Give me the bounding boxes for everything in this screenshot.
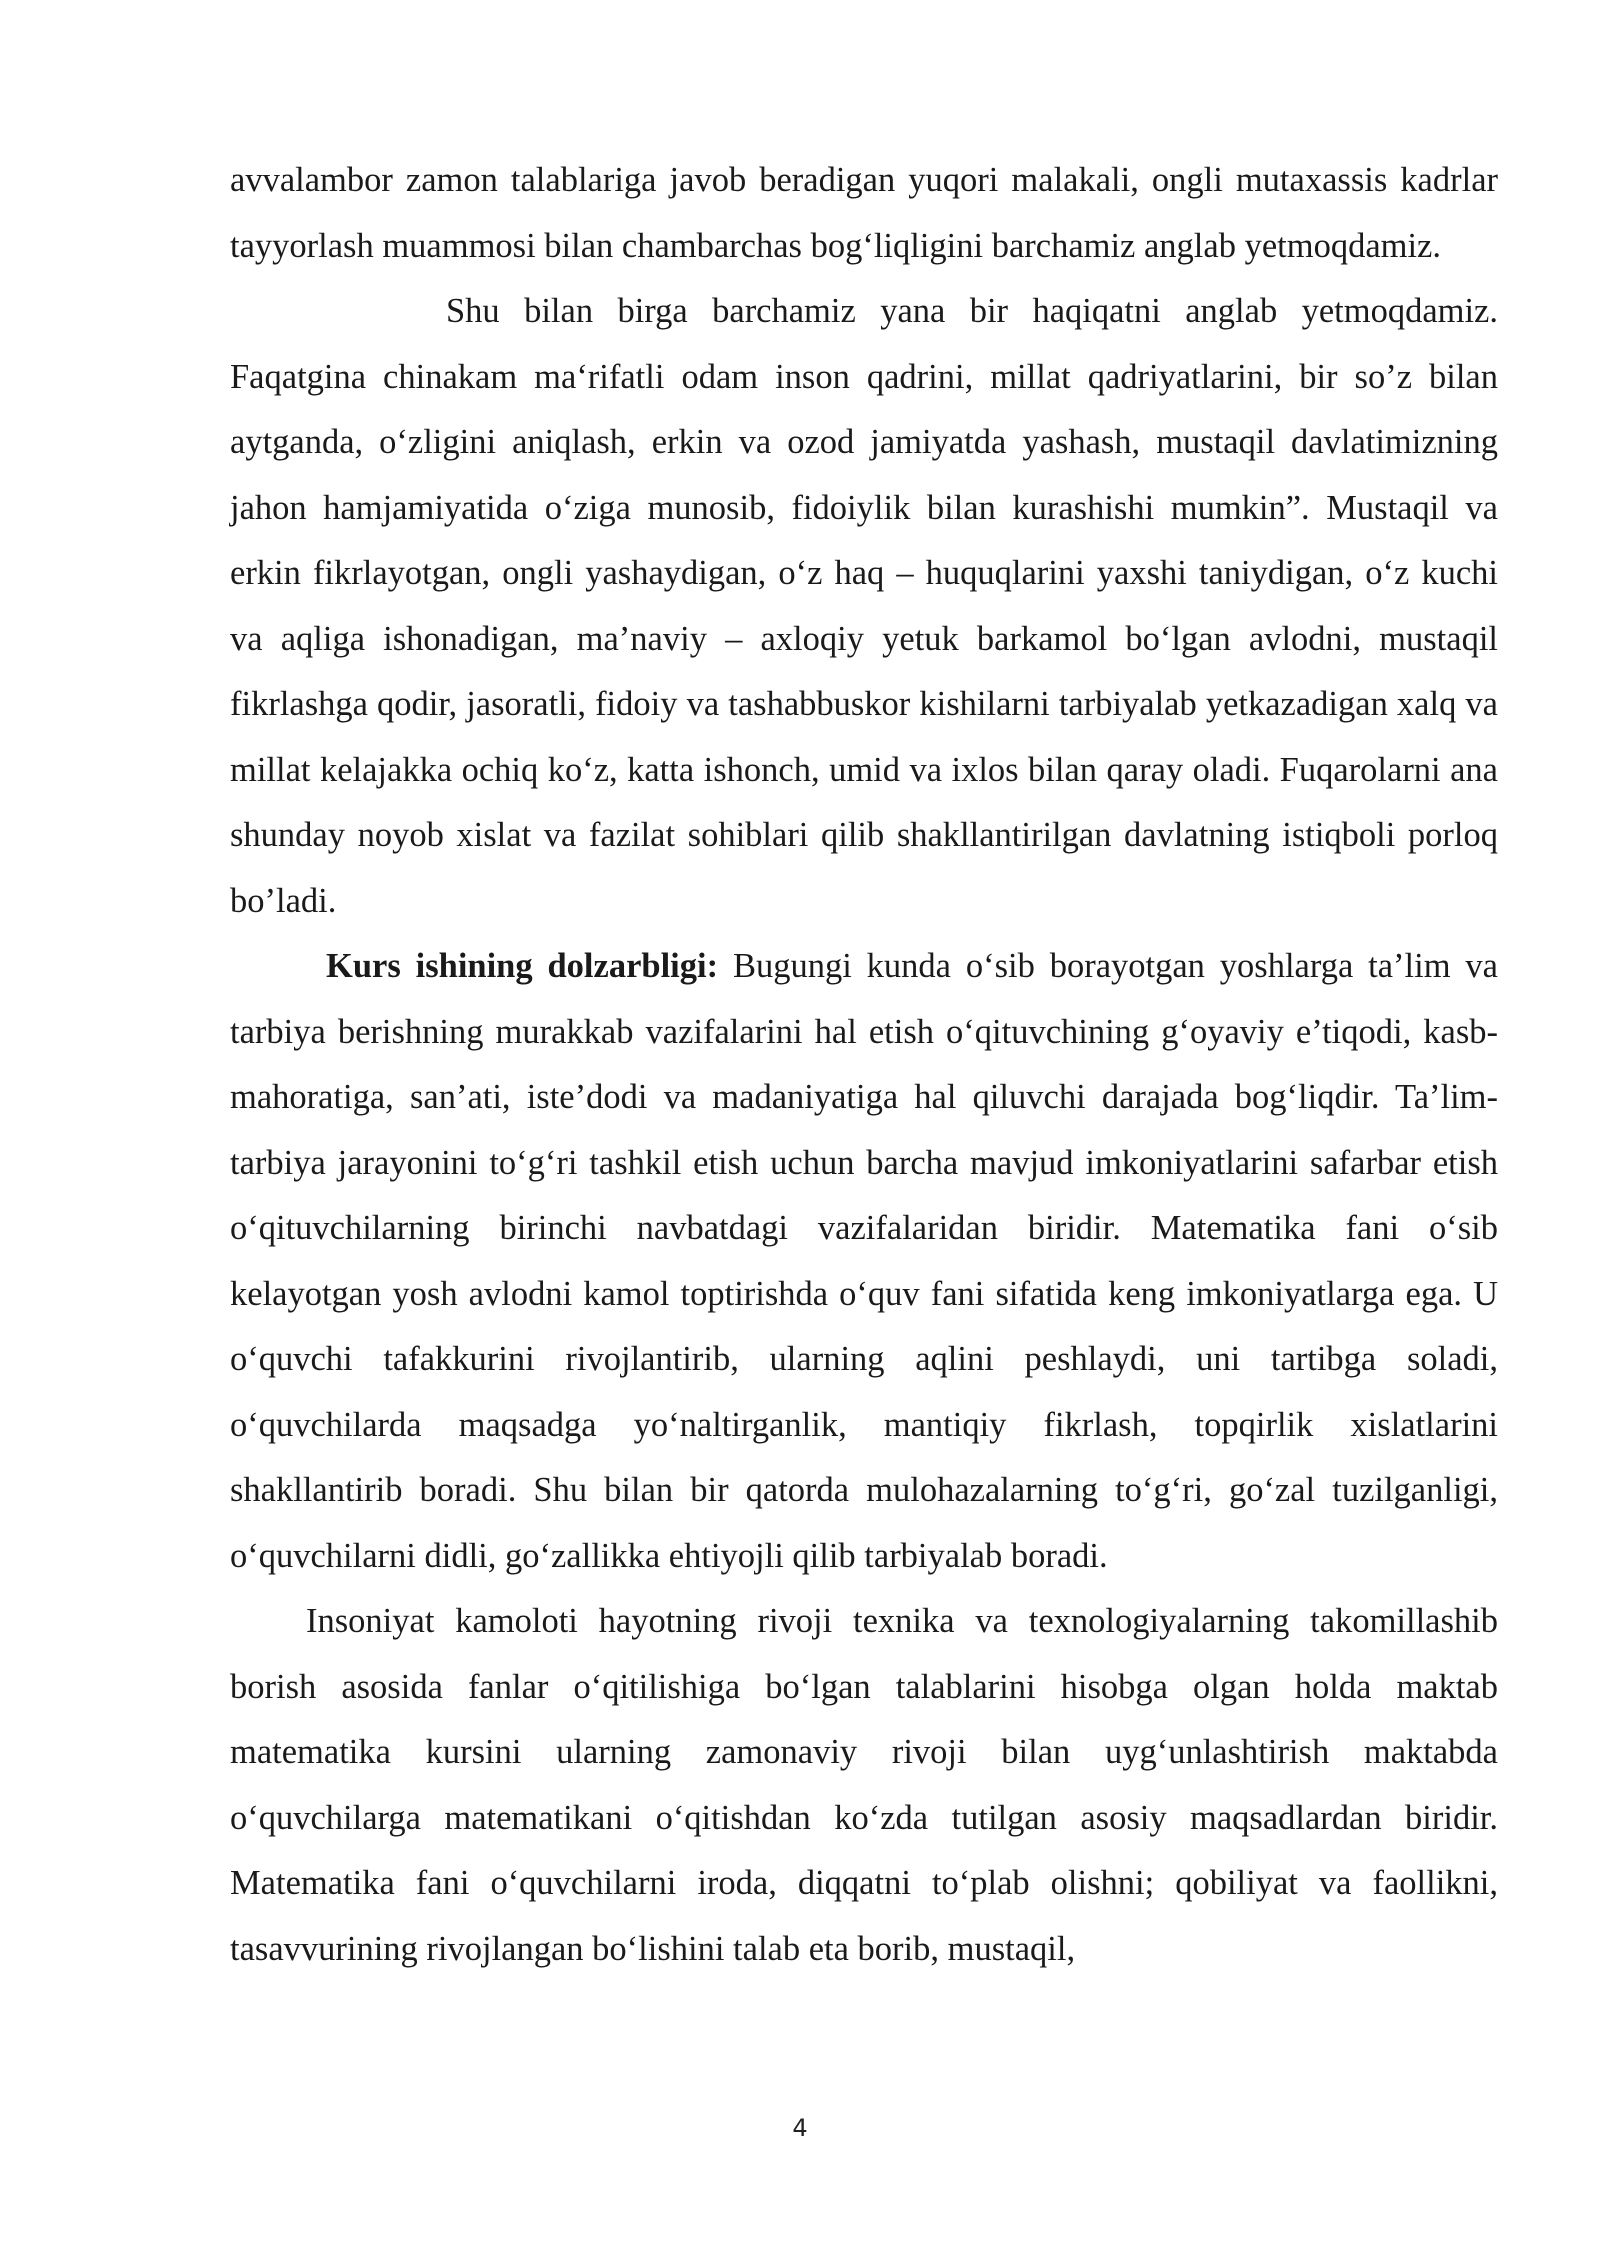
paragraph-continuation: avvalambor zamon talablariga javob beradigan yuqori malakali, ongli mutaxassis kadrlar tayyorlash muammosi bilan chambarchas bog‘liqligini barchamiz anglab yetmoqdamiz. — [230, 161, 1498, 265]
relevance-heading: Kurs ishining dolzarbligi: — [326, 947, 719, 985]
relevance-body: Bugungi kunda o‘sib borayotgan yoshlarga ta’lim va tarbiya berishning murakkab vazifalarini hal etish o‘qituvchining g‘oyaviy e’tiqodi, kasb-mahoratiga, san’ati, iste’dodi va madaniyatiga hal qiluvchi darajada bog‘liqdir. Ta’lim-tarbiya jarayonini to‘g‘ri tashkil etish uchun barcha mavjud imkoniyatlarini safarbar etish o‘qituvchilarning birinchi navbatdagi vazifalaridan biridir. Matematika fani o‘sib kelayotgan yosh avlodni kamol toptirishda o‘quv fani sifatida keng imkoniyatlarga ega. U o‘quvchi tafakkurini rivojlantirib, ularning aqlini peshlaydi, uni tartibga soladi, o‘quvchilarda maqsadga yo‘naltirganlik, mantiqiy fikrlash, topqirlik xislatlarini shakllantirib boradi. Shu bilan bir qatorda mulohazalarning to‘g‘ri, go‘zal tuzilganligi, o‘quvchilarni didli, go‘zallikka ehtiyojli qilib tarbiyalab boradi. — [230, 947, 1498, 1575]
paragraph-mathematics: Insoniyat kamoloti hayotning rivoji texnika va texnologiyalarning takomillashib borish asosida fanlar o‘qitilishiga bo‘lgan talablarini hisobga olgan holda maktab matematika kursini ularning zamonaviy rivoji bilan uyg‘unlashtirish maktabda o‘quvchilarga matematikani o‘qitishdan ko‘zda tutilgan asosiy maqsadlardan biridir. Matematika fani o‘quvchilarni iroda, diqqatni to‘plab olishni; qobiliyat va faollikni, tasavvurining rivojlangan bo‘lishini talab eta borib, mustaqil, — [230, 1602, 1498, 1968]
page-number: 4 — [792, 2114, 808, 2142]
paragraph-relevance — [230, 934, 1498, 1589]
paragraph-enlightenment: Shu bilan birga barchamiz yana bir haqiqatni anglab yetmoqdamiz. Faqatgina chinakam ma‘rifatli odam inson qadrini, millat qadriyatlarini, bir so’z bilan aytganda, o‘zligini aniqlash, erkin va ozod jamiyatda yashash, mustaqil davlatimizning jahon hamjamiyatida o‘ziga munosib, fidoiylik bilan kurashishi mumkin”. Mustaqil va erkin fikrlayotgan, ongli yashaydigan, o‘z haq – huquqlarini yaxshi taniydigan, o‘z kuchi va aqliga ishonadigan, ma’naviy – axloqiy yetuk barkamol bo‘lgan avlodni, mustaqil fikrlashga qodir, jasoratli, fidoiy va tashabbuskor kishilarni tarbiyalab yetkazadigan xalq va millat kelajakka ochiq ko‘z, katta ishonch, umid va ixlos bilan qaray oladi. Fuqarolarni ana shunday noyob xislat va fazilat sohiblari qilib shakllantirilgan davlatning istiqboli porloq bo’ladi. — [230, 292, 1498, 920]
document-page — [230, 148, 1498, 1982]
